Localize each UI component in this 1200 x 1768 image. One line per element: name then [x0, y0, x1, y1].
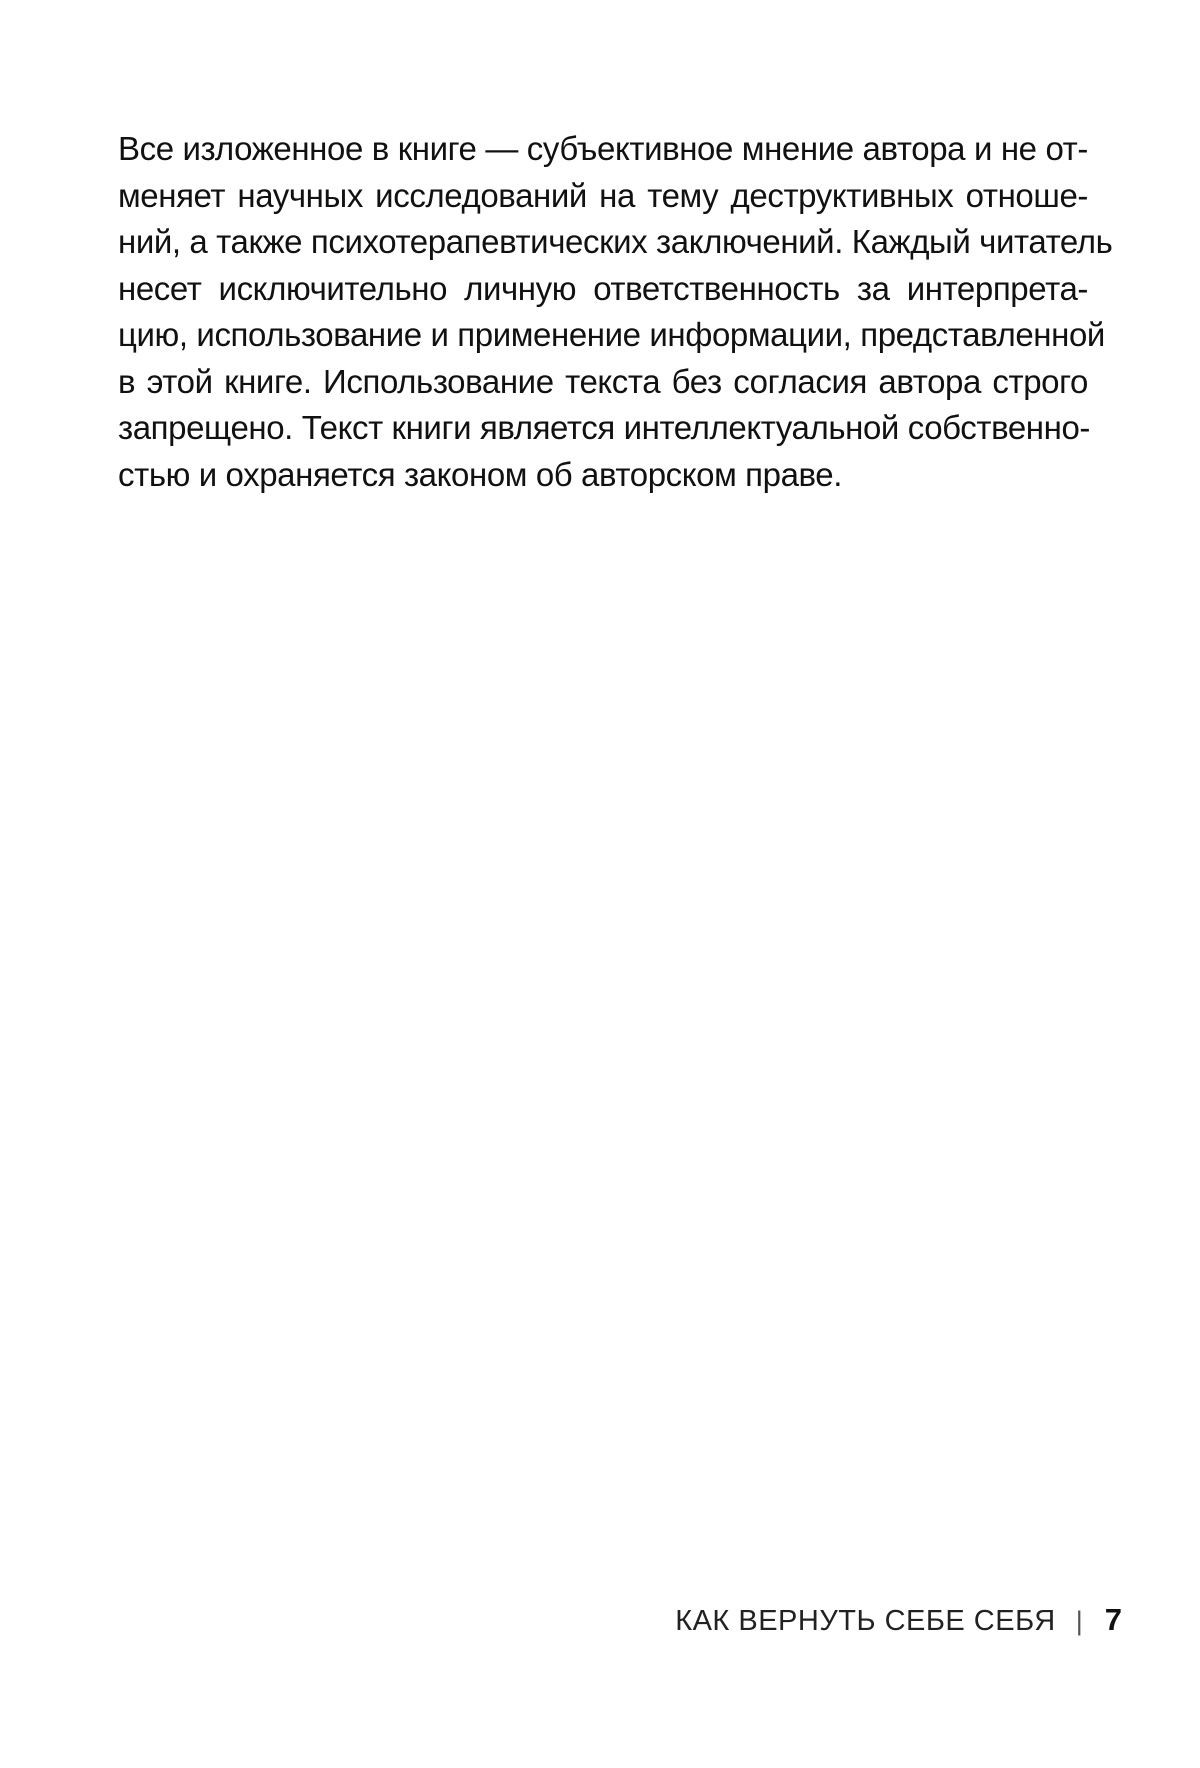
running-title: КАК ВЕРНУТЬ СЕБЕ СЕБЯ [675, 1605, 1056, 1637]
paragraph-line: Все изложенное в книге — субъективное мнение автора и не от- [118, 130, 1088, 167]
paragraph-line: меняет научных исследований на тему деструктивных отноше- [118, 176, 1088, 214]
footer-separator: | [1075, 1606, 1083, 1636]
disclaimer-paragraph [118, 126, 1113, 498]
paragraph-line: запрещено. Текст книги является интеллектуальной собственно- [118, 409, 1090, 446]
page-footer [675, 1602, 1122, 1638]
paragraph-line: стью и охраняется законом об авторском праве. [118, 455, 843, 493]
paragraph-line: несет исключительно личную ответственность за интерпрета- [118, 269, 1088, 307]
paragraph-line: цию, использование и применение информации, представленной [118, 316, 1105, 353]
paragraph-line: ний, а также психотерапевтических заключений. Каждый читатель [118, 223, 1113, 260]
page-number: 7 [1104, 1602, 1122, 1637]
paragraph-line: в этой книге. Использование текста без согласия автора строго [118, 362, 1088, 400]
